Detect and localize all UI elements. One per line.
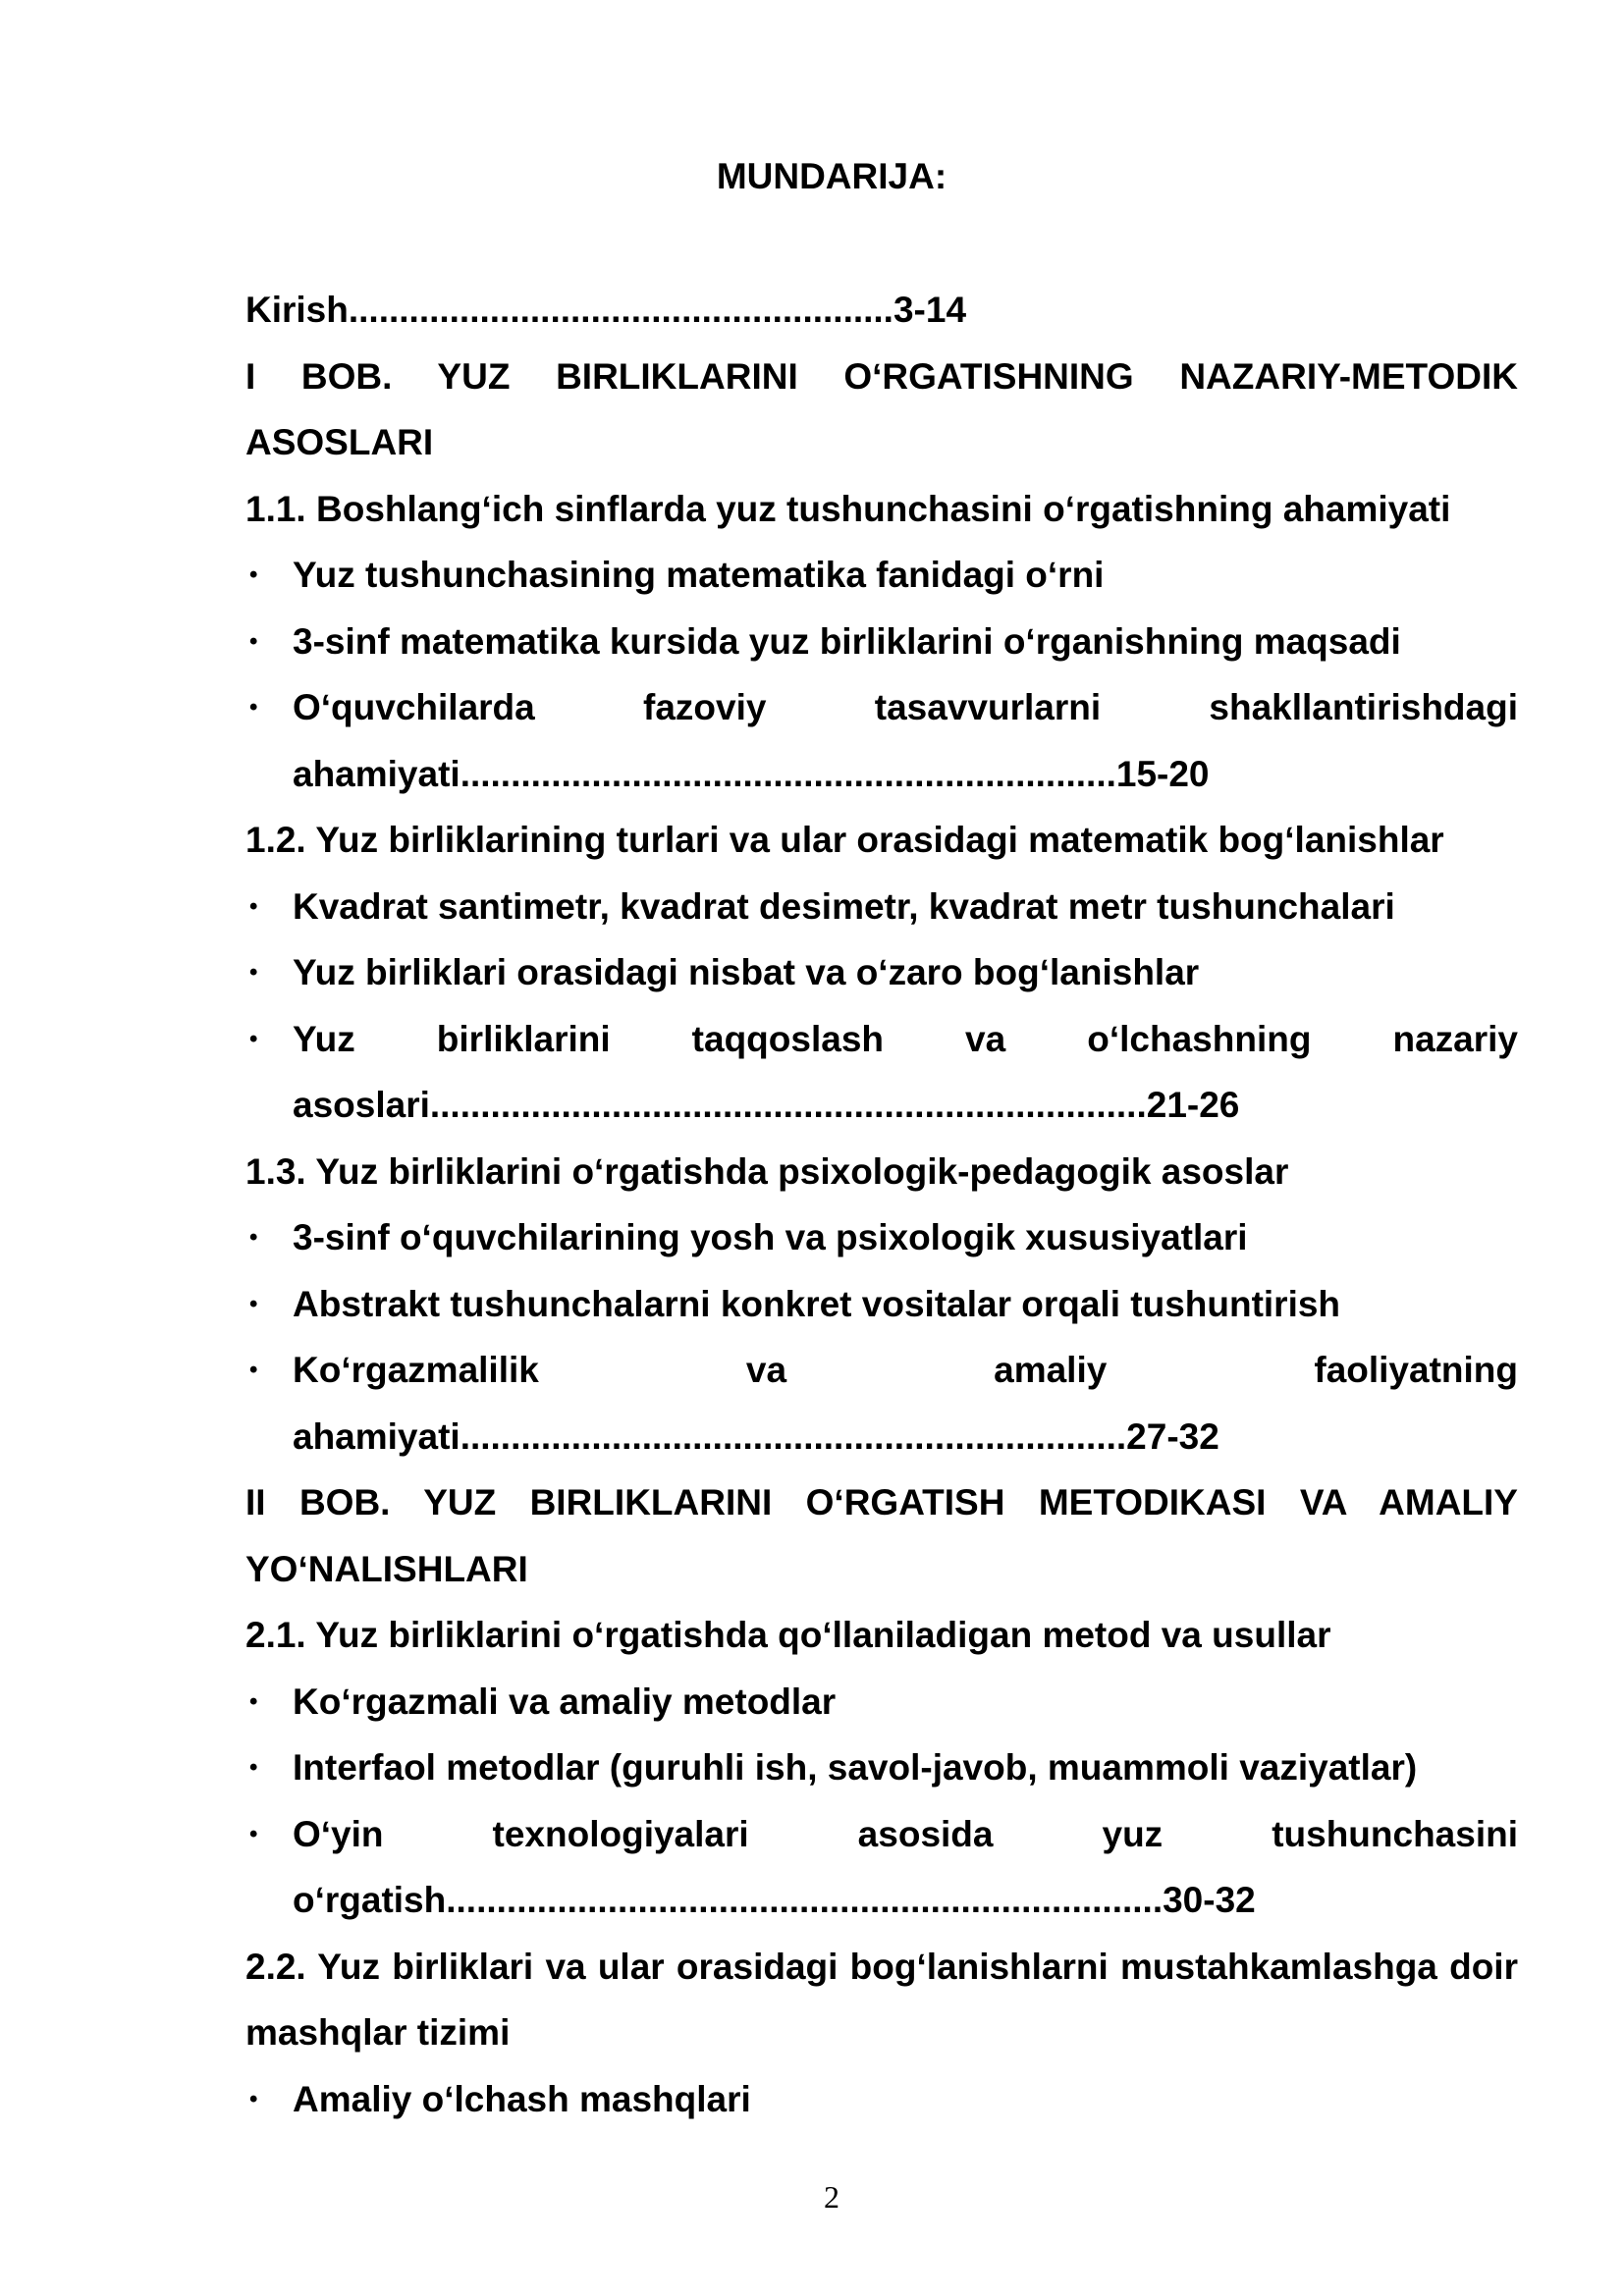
- toc-bullet-text: O‘quvchilarda fazoviy tasavvurlarni shakllantirishdagi: [293, 687, 1518, 727]
- toc-bullet-text: 3-sinf o‘quvchilarining yosh va psixologik xususiyatlari: [293, 1217, 1248, 1257]
- toc-bullet-item: [245, 1735, 1518, 1801]
- toc-chapter-1-heading: I BOB. YUZ BIRLIKLARINI O‘RGATISHNING NAZARIY-METODIK ASOSLARI: [245, 355, 1518, 462]
- bullet-icon: •: [249, 892, 258, 920]
- toc-chapter-2-heading: II BOB. YUZ BIRLIKLARINI O‘RGATISH METODIKASI VA AMALIY YO‘NALISHLARI: [245, 1482, 1518, 1589]
- bullet-icon: •: [249, 1290, 258, 1317]
- table-of-contents: [245, 277, 1518, 2132]
- toc-bullet-text: Yuz birliklari orasidagi nisbat va o‘zaro bog‘lanishlar: [293, 952, 1200, 992]
- toc-bullet-text-continued: o‘rgatish.......................................................................30-32: [293, 1880, 1256, 1920]
- toc-bullet-text: Interfaol metodlar (guruhli ish, savol-javob, muammoli vaziyatlar): [293, 1747, 1418, 1788]
- bullet-icon: •: [249, 694, 258, 721]
- page-title: MUNDARIJA:: [716, 156, 947, 196]
- toc-bullet-text: Yuz birliklarini taqqoslash va o‘lchashning nazariy: [293, 1018, 1518, 1059]
- bullet-icon: •: [249, 2085, 258, 2112]
- toc-bullet-item: [245, 674, 1518, 807]
- toc-bullet-item: [245, 1337, 1518, 1469]
- toc-bullet-item: [245, 542, 1518, 609]
- toc-bullet-item: [245, 1204, 1518, 1271]
- bullet-icon: •: [249, 1025, 258, 1052]
- bullet-icon: •: [249, 561, 258, 588]
- bullet-icon: •: [249, 1820, 258, 1847]
- toc-bullet-item: [245, 939, 1518, 1006]
- toc-bullet-item: [245, 874, 1518, 940]
- toc-bullet-item: [245, 609, 1518, 675]
- toc-bullet-text: Abstrakt tushunchalarni konkret vositalar orqali tushuntirish: [293, 1283, 1341, 1324]
- toc-bullet-text-continued: ahamiyati.................................................................15-20: [293, 753, 1210, 794]
- page-number: 2: [824, 2179, 839, 2215]
- toc-section-2-1: 2.1. Yuz birliklarini o‘rgatishda qo‘llaniladigan metod va usullar: [245, 1615, 1331, 1655]
- bullet-icon: •: [249, 1357, 258, 1383]
- toc-bullet-text: Amaliy o‘lchash mashqlari: [293, 2078, 751, 2119]
- toc-bullet-item: [245, 2066, 1518, 2133]
- toc-bullet-text: O‘yin texnologiyalari asosida yuz tushunchasini: [293, 1813, 1518, 1854]
- toc-section-1-3: 1.3. Yuz birliklarini o‘rgatishda psixologik-pedagogik asoslar: [245, 1150, 1289, 1192]
- toc-bullet-text: Yuz tushunchasining matematika fanidagi o‘rni: [293, 555, 1105, 595]
- toc-bullet-text: 3-sinf matematika kursida yuz birliklarini o‘rganishning maqsadi: [293, 620, 1401, 662]
- bullet-icon: •: [249, 959, 258, 986]
- toc-entry-introduction: Kirish......................................................3-14: [245, 290, 967, 330]
- bullet-icon: •: [249, 1224, 258, 1251]
- toc-bullet-item: [245, 1669, 1518, 1735]
- toc-section-1-2: 1.2. Yuz birliklarining turlari va ular orasidagi matematik bog‘lanishlar: [245, 820, 1444, 860]
- toc-bullet-text: Ko‘rgazmali va amaliy metodlar: [293, 1681, 837, 1722]
- toc-bullet-item: [245, 1271, 1518, 1338]
- toc-bullet-text-continued: asoslari.......................................................................21-26: [293, 1085, 1240, 1125]
- toc-bullet-item: [245, 1801, 1518, 1934]
- bullet-icon: •: [249, 1754, 258, 1781]
- bullet-icon: •: [249, 627, 258, 655]
- toc-section-1-1: 1.1. Boshlang‘ich sinflarda yuz tushunchasini o‘rgatishning ahamiyati: [245, 488, 1451, 529]
- toc-section-2-2: 2.2. Yuz birliklari va ular orasidagi bog‘lanishlarni mustahkamlashga doir mashqlar tizimi: [245, 1946, 1518, 2053]
- toc-bullet-text-continued: ahamiyati..................................................................27-32: [293, 1415, 1219, 1457]
- toc-bullet-text: Kvadrat santimetr, kvadrat desimetr, kvadrat metr tushunchalari: [293, 885, 1395, 927]
- toc-bullet-item: [245, 1006, 1518, 1139]
- toc-bullet-text: Ko‘rgazmalilik va amaliy faoliyatning: [293, 1350, 1518, 1390]
- bullet-icon: •: [249, 1687, 258, 1715]
